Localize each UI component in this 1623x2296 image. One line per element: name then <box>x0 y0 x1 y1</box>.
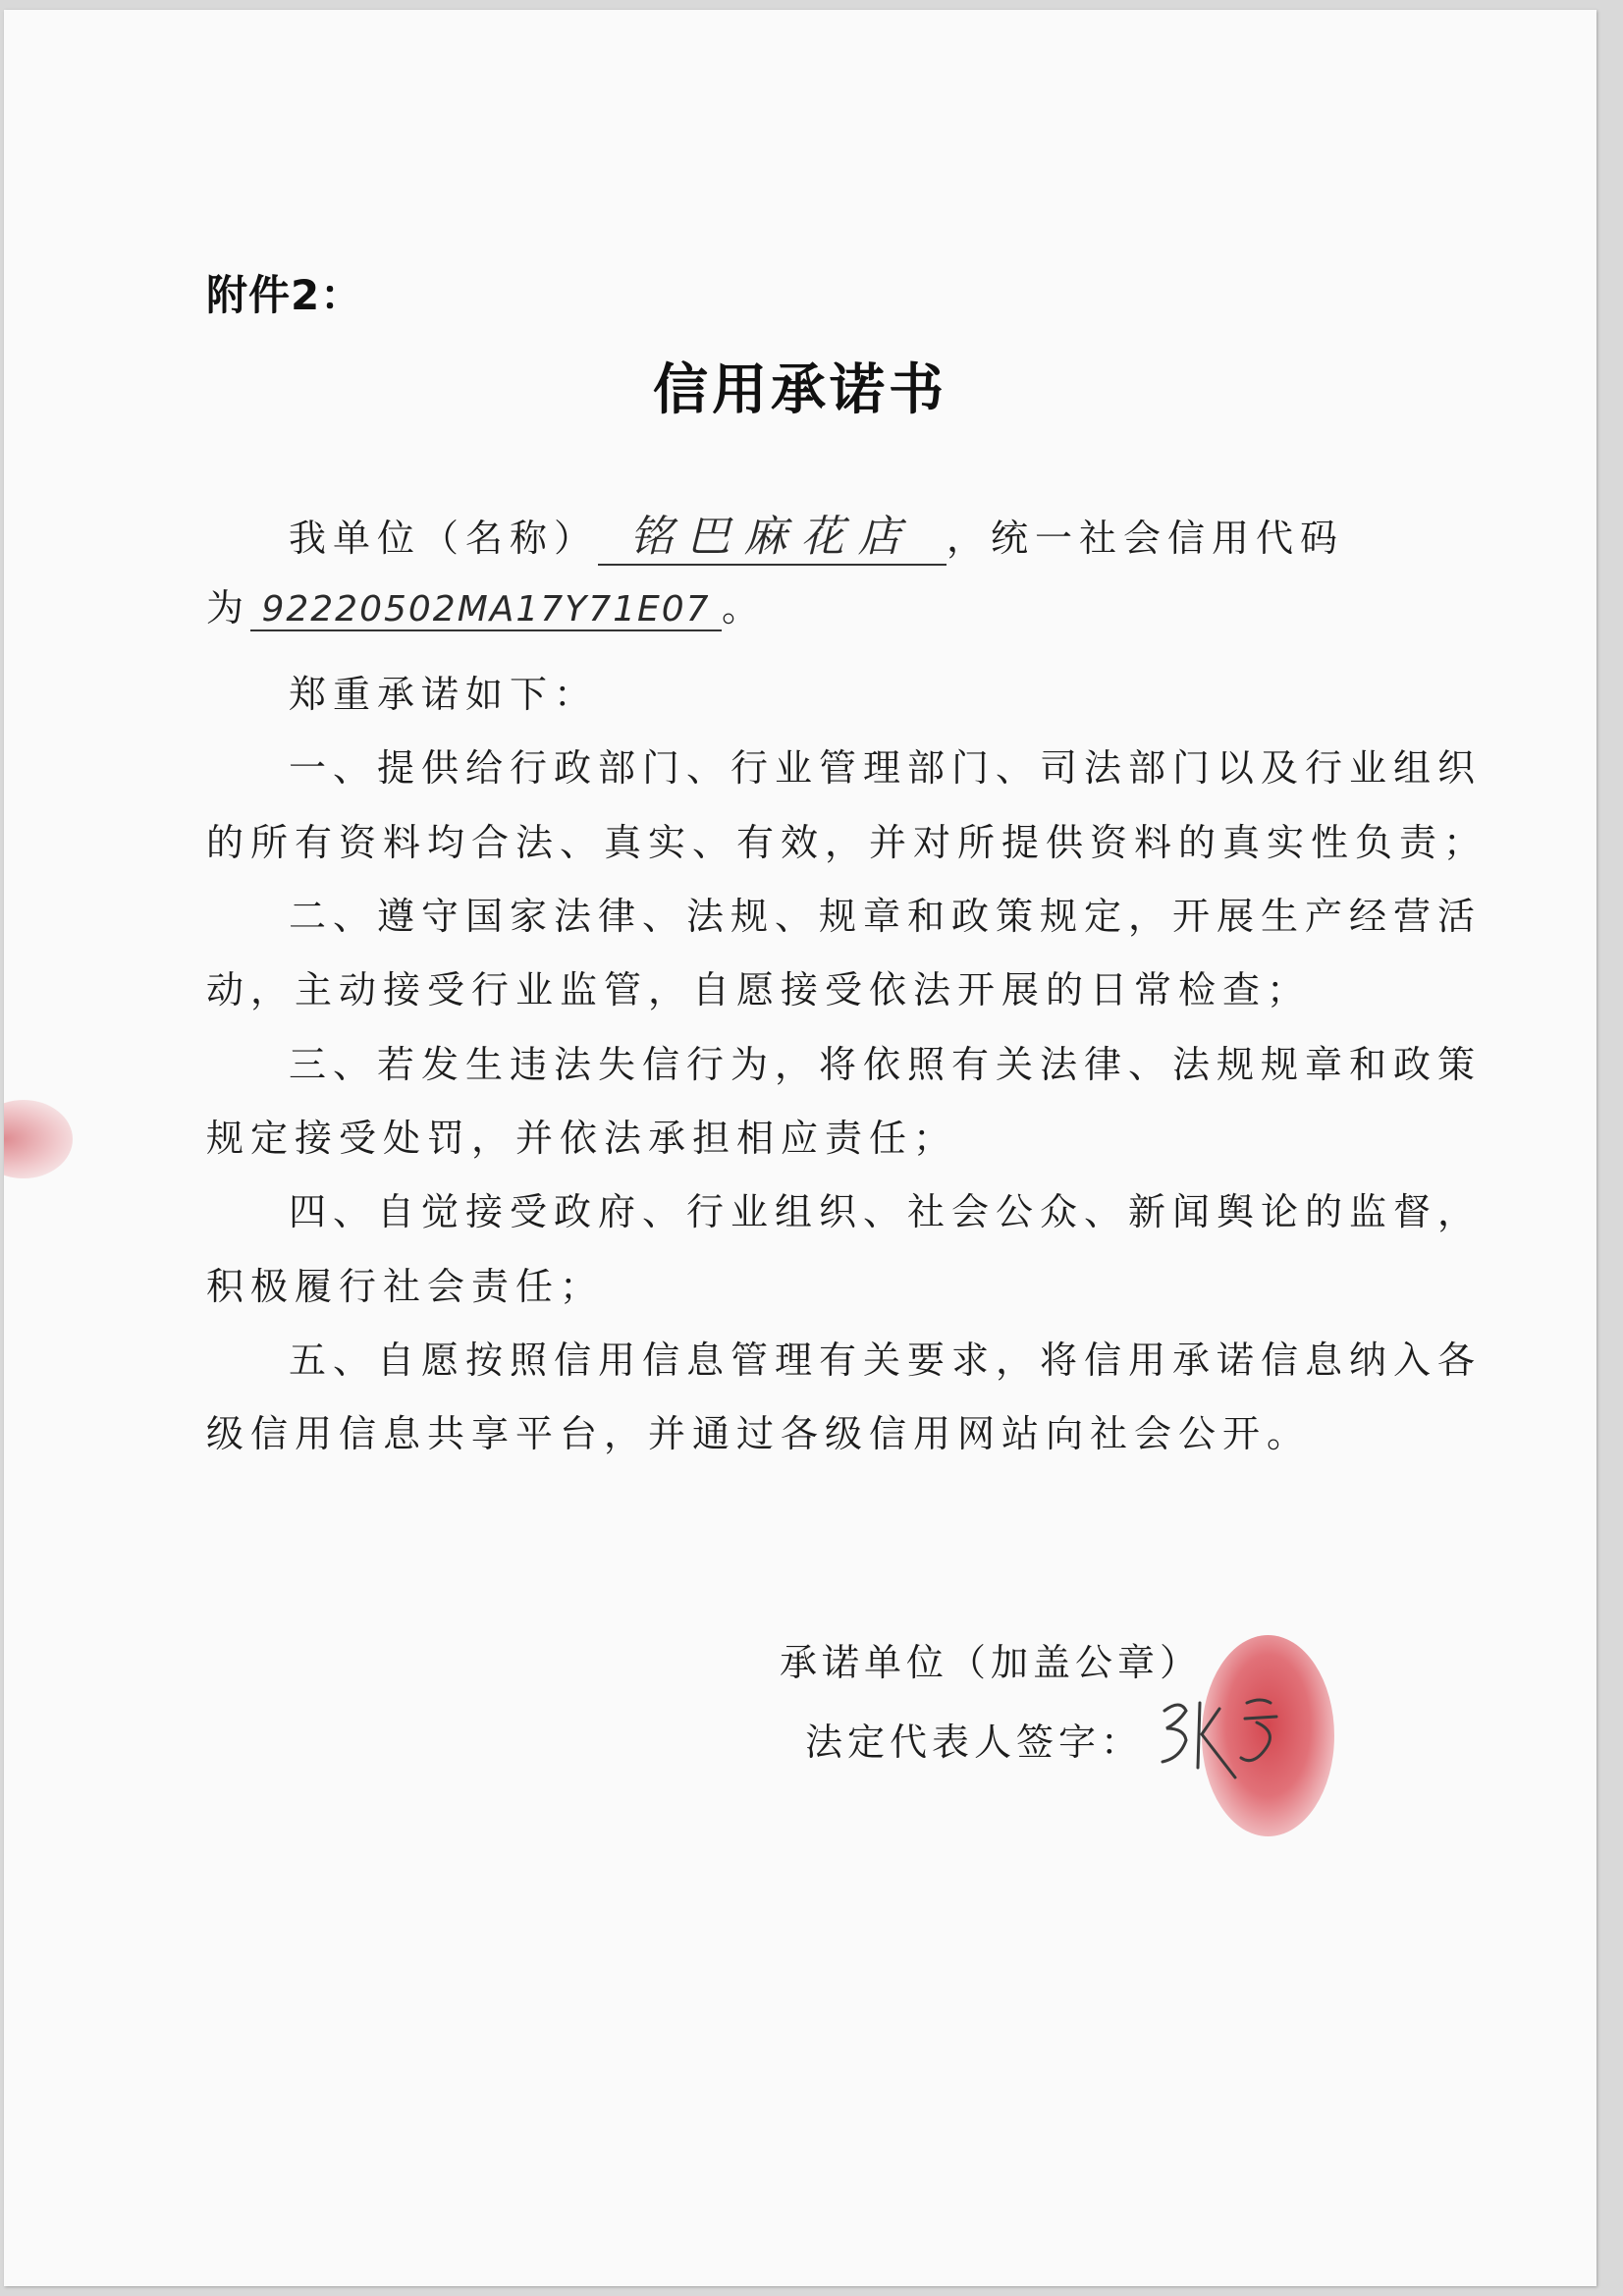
clause-2-line-1: 二、遵守国家法律、法规、规章和政策规定，开展生产经营活 <box>289 895 1483 938</box>
document-title: 信用承诺书 <box>653 358 947 422</box>
promise-heading: 郑重承诺如下： <box>289 673 599 716</box>
clause-3-line-1: 三、若发生违法失信行为，将依照有关法律、法规规章和政策 <box>289 1043 1483 1086</box>
intro-line-1 <box>289 501 1344 566</box>
clause-5-line-1: 五、自愿按照信用信息管理有关要求，将信用承诺信息纳入各 <box>289 1339 1483 1382</box>
clause-5-line-2: 级信用信息共享平台，并通过各级信用网站向社会公开。 <box>206 1412 1312 1455</box>
intro-prefix: 我单位（名称） <box>289 517 599 560</box>
intro-suffix: ，统一社会信用代码 <box>947 517 1345 560</box>
document-page <box>4 10 1596 2286</box>
credit-code-field: 92220502MA17Y71E07 <box>250 589 722 631</box>
unit-name-field: 铭巴麻花店 <box>598 501 947 566</box>
clause-2-line-2: 动，主动接受行业监管，自愿接受依法开展的日常检查； <box>206 968 1312 1011</box>
clause-3-line-2: 规定接受处罚，并依法承担相应责任； <box>206 1117 958 1160</box>
intro-line2-prefix: 为 <box>206 586 251 629</box>
legal-rep-label: 法定代表人签字： <box>805 1721 1144 1764</box>
intro-line2-suffix: 。 <box>722 586 767 629</box>
edge-fingerprint-mark <box>4 1100 73 1178</box>
unit-seal-label: 承诺单位（加盖公章） <box>780 1641 1203 1684</box>
intro-line-2 <box>206 577 766 631</box>
clause-4-line-2: 积极履行社会责任； <box>206 1265 605 1308</box>
clause-1-line-1: 一、提供给行政部门、行业管理部门、司法部门以及行业组织 <box>289 746 1483 790</box>
clause-4-line-1: 四、自觉接受政府、行业组织、社会公众、新闻舆论的监督， <box>289 1190 1483 1233</box>
handwritten-signature <box>1151 1689 1298 1797</box>
attachment-label: 附件2： <box>206 271 363 319</box>
clause-1-line-2: 的所有资料均合法、真实、有效，并对所提供资料的真实性负责； <box>206 821 1488 864</box>
